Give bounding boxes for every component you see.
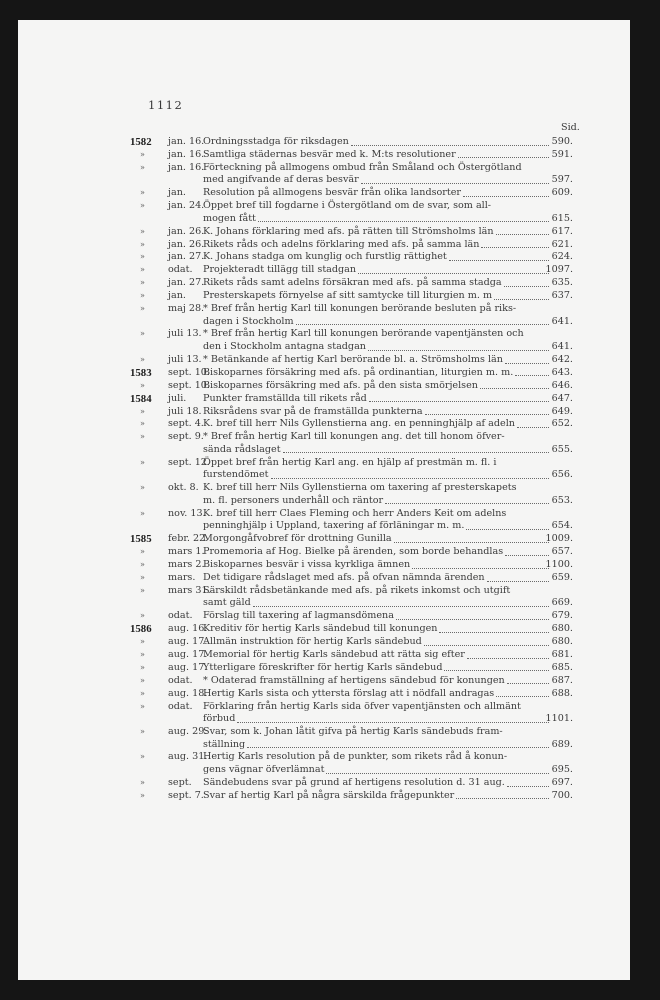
entry-title: penninghjälp i Uppland, taxering af förläningar m. m.	[203, 520, 465, 532]
entry-title: Biskoparnes försäkring med afs. på den sista smörjelsen	[203, 379, 478, 391]
toc-entry	[18, 406, 630, 419]
entry-date: mars 1.	[168, 546, 205, 558]
entry-date: jan. 16.	[168, 136, 205, 147]
entry-title: * Bref från hertig Karl till konungen ang. det till honom öfver-	[203, 431, 505, 443]
dot-leader	[425, 413, 549, 415]
entry-title: Samtliga städernas besvär med k. M:ts resolutioner	[203, 148, 456, 160]
toc-entry	[18, 149, 630, 162]
entry-title: Sändebudens svar på grund af hertigens resolution d. 31 aug.	[203, 776, 505, 788]
entry-title: * Bref från hertig Karl till konungen berörande vapentjänsten och	[203, 328, 524, 340]
dot-leader	[258, 220, 549, 222]
entry-page: 680.	[551, 623, 573, 635]
ditto-mark: »	[140, 585, 145, 595]
ditto-mark: »	[140, 752, 145, 762]
entry-title: Öppet bref till fogdarne i Östergötland om de svar, som all-	[203, 200, 492, 212]
entry-title: m. fl. personers underhåll och räntor	[203, 494, 384, 506]
entry-date: aug. 17.	[168, 648, 208, 660]
entry-page: 657.	[551, 546, 573, 558]
toc-entry	[18, 277, 630, 290]
dot-leader	[237, 721, 549, 723]
entry-title: furstendömet	[203, 469, 269, 481]
entry-title: Memorial för hertig Karls sändebud att rätta sig efter	[203, 648, 465, 660]
entry-title: Promemoria af Hog. Bielke på ärenden, som borde behandlas	[203, 546, 504, 558]
entry-title: dagen i Stockholm	[203, 315, 294, 327]
entry-page: 680.	[551, 636, 573, 648]
toc-entry	[18, 162, 630, 187]
entry-title: sända rådslaget	[203, 443, 281, 455]
dot-leader	[361, 182, 549, 184]
toc-entry	[18, 290, 630, 303]
dot-leader	[487, 580, 549, 582]
entry-title: Svar af hertig Karl på några särskilda frågepunkter	[203, 789, 455, 801]
dot-leader	[496, 695, 549, 697]
entry-date: sept. 4.	[168, 418, 204, 430]
entry-page: 643.	[551, 366, 573, 378]
entry-date: mars 2.	[168, 559, 205, 571]
dot-leader	[507, 785, 549, 787]
dot-leader	[394, 541, 549, 543]
ditto-mark: »	[140, 649, 145, 659]
dot-leader	[283, 451, 549, 453]
entry-date: odat.	[168, 700, 193, 712]
ditto-mark: »	[140, 688, 145, 698]
entry-date: sept. 10.	[168, 366, 210, 378]
toc-entry	[18, 751, 630, 776]
toc-entry	[18, 572, 630, 585]
toc-entry	[18, 393, 630, 406]
ditto-mark: »	[140, 662, 145, 672]
ditto-mark: »	[140, 572, 145, 582]
entry-title: Kreditiv för hertig Karls sändebud till konungen	[203, 623, 438, 635]
dot-leader	[326, 772, 549, 774]
toc-entry	[18, 239, 630, 252]
entry-page: 649.	[551, 405, 573, 417]
ditto-mark: »	[140, 380, 145, 390]
entry-title: Riksrådens svar på de framställda punkterna	[203, 405, 423, 417]
ditto-mark: »	[140, 483, 145, 493]
dot-leader	[456, 797, 549, 799]
entry-date: jan.	[168, 290, 186, 302]
toc-entry	[18, 790, 630, 803]
ditto-mark: »	[140, 675, 145, 685]
toc-entry	[18, 623, 630, 636]
entry-page: 642.	[551, 353, 573, 365]
entry-date: jan. 16.	[168, 148, 205, 160]
dot-leader	[494, 298, 549, 300]
entry-page: 669.	[551, 597, 573, 609]
entry-page: 637.	[551, 290, 573, 302]
entry-date: juli 13.	[168, 328, 202, 340]
dot-leader	[463, 195, 549, 197]
entry-title: Ordningsstadga för riksdagen	[203, 136, 349, 147]
ditto-mark: »	[140, 201, 145, 211]
entry-page: 695.	[551, 764, 573, 776]
ditto-mark: »	[140, 252, 145, 262]
ditto-mark: »	[140, 560, 145, 570]
entry-date: aug. 17.	[168, 636, 208, 648]
entry-date: sept. 12.	[168, 456, 210, 468]
dot-leader	[458, 156, 549, 158]
entry-date: jan. 27.	[168, 251, 205, 263]
toc-entry	[18, 688, 630, 701]
entry-page: 689.	[551, 738, 573, 750]
toc-entry	[18, 136, 630, 149]
entry-title: Morgongåfvobref för drottning Gunilla	[203, 533, 392, 545]
ditto-mark: »	[140, 777, 145, 787]
dot-leader	[368, 349, 549, 351]
ditto-mark: »	[140, 432, 145, 442]
entry-title: K. bref till herr Claes Fleming och herr Anders Keit om adelns	[203, 507, 507, 519]
entry-page: 679.	[551, 610, 573, 622]
toc-entry	[18, 187, 630, 200]
toc-entry	[18, 328, 630, 353]
entry-date: mars.	[168, 571, 196, 583]
entry-title: Biskoparnes försäkring med afs. på ordinantian, liturgien m. m.	[203, 366, 514, 378]
entry-page: 591.	[551, 148, 573, 160]
entry-date: nov. 13.	[168, 507, 206, 519]
dot-leader	[439, 631, 549, 633]
entry-date: aug. 17.	[168, 661, 208, 673]
toc-entry	[18, 726, 630, 751]
entry-date: jan.	[168, 187, 186, 199]
ditto-mark: »	[140, 278, 145, 288]
dot-leader	[396, 618, 549, 620]
entry-title: Det tidigare rådslaget med afs. på ofvan nämnda ärenden	[203, 571, 485, 583]
dot-leader	[412, 567, 549, 569]
entry-date: odat.	[168, 264, 193, 276]
dot-leader	[449, 259, 549, 261]
entry-title: Hertig Karls sista och yttersta förslag att i nödfall andragas	[203, 687, 495, 699]
entry-title: mogen fått	[203, 212, 256, 224]
entry-page: 615.	[551, 212, 573, 224]
entry-page: 700.	[551, 789, 573, 801]
entry-page: 1097.	[545, 264, 573, 276]
entry-page: 1101.	[545, 713, 573, 725]
entry-page: 609.	[551, 187, 573, 199]
entry-date: aug. 31.	[168, 751, 208, 763]
entry-page: 641.	[551, 315, 573, 327]
entry-page: 617.	[551, 225, 573, 237]
entry-title: förbud	[203, 713, 236, 725]
entry-title: Förteckning på allmogens ombud från Småland och Östergötland	[203, 161, 522, 173]
ditto-mark: »	[140, 162, 145, 172]
entry-page: 624.	[551, 251, 573, 263]
entry-date: jan. 24.	[168, 200, 205, 212]
dot-leader	[444, 669, 549, 671]
toc-entry	[18, 533, 630, 546]
ditto-mark: »	[140, 637, 145, 647]
entry-title: Särskildt rådsbetänkande med afs. på rikets inkomst och utgift	[203, 584, 511, 596]
entry-title: Projekteradt tillägg till stadgan	[203, 264, 357, 276]
entry-year: 1583	[130, 366, 152, 379]
entry-page: 652.	[551, 418, 573, 430]
ditto-mark: »	[140, 226, 145, 236]
toc-entry	[18, 264, 630, 277]
entry-page: 681.	[551, 648, 573, 660]
entry-page: 635.	[551, 277, 573, 289]
toc-entry	[18, 380, 630, 393]
entry-title: K. bref till herr Nils Gyllenstierna ang. en penninghjälp af adeln	[203, 418, 515, 430]
toc-entry	[18, 251, 630, 264]
dot-leader	[253, 605, 549, 607]
ditto-mark: »	[140, 239, 145, 249]
entry-date: jan. 26.	[168, 238, 205, 250]
entry-title: K. Johans förklaring med afs. på rätten till Strömsholms län	[203, 225, 494, 237]
entry-page: 654.	[551, 520, 573, 532]
entry-date: odat.	[168, 610, 193, 622]
dot-leader	[505, 362, 549, 364]
entry-date: maj 28.	[168, 302, 205, 314]
entry-title: Punkter framställda till rikets råd	[203, 392, 367, 404]
entry-title: Allmän instruktion för hertig Karls sändebud	[203, 636, 422, 648]
ditto-mark: »	[140, 508, 145, 518]
entry-page: 687.	[551, 674, 573, 686]
entry-date: juli 18.	[168, 405, 202, 417]
entry-title: Presterskapets förnyelse af sitt samtycke till liturgien m. m	[203, 290, 493, 302]
dot-leader	[504, 285, 549, 287]
ditto-mark: »	[140, 354, 145, 364]
toc-entry	[18, 559, 630, 572]
ditto-mark: »	[140, 611, 145, 621]
dot-leader	[515, 374, 549, 376]
toc-entry	[18, 662, 630, 675]
entry-page: 685.	[551, 661, 573, 673]
ditto-mark: »	[140, 303, 145, 313]
entry-date: jan. 27.	[168, 277, 205, 289]
entry-date: sept. 7.	[168, 789, 204, 801]
entry-page: 647.	[551, 392, 573, 404]
ditto-mark: »	[140, 188, 145, 198]
entry-year: 1584	[130, 392, 152, 405]
ditto-mark: »	[140, 406, 145, 416]
entry-title: * Odaterad framställning af hertigens sändebud för konungen	[203, 674, 505, 686]
dot-leader	[507, 682, 549, 684]
entry-date: juli 13.	[168, 353, 202, 365]
entry-title: K. bref till herr Nils Gyllenstierna om taxering af presterskapets	[203, 482, 517, 494]
toc-entry	[18, 675, 630, 688]
toc-entry	[18, 585, 630, 610]
ditto-mark: »	[140, 701, 145, 711]
dot-leader	[296, 323, 549, 325]
ditto-mark: »	[140, 419, 145, 429]
dot-leader	[369, 400, 549, 402]
dot-leader	[496, 233, 549, 235]
dot-leader	[424, 644, 549, 646]
dot-leader	[480, 387, 549, 389]
toc-entry	[18, 610, 630, 623]
page-number: 1112	[148, 98, 184, 112]
entry-page: 688.	[551, 687, 573, 699]
dot-leader	[466, 528, 549, 530]
entry-title: K. Johans stadga om kunglig och furstlig rättighet	[203, 251, 447, 263]
entry-title: Förslag till taxering af lagmansdömena	[203, 610, 394, 622]
entry-date: jan. 26.	[168, 225, 205, 237]
dot-leader	[247, 746, 549, 748]
entry-page: 646.	[551, 379, 573, 391]
entry-title: Hertig Karls resolution på de punkter, som rikets råd å konun-	[203, 751, 508, 763]
entry-page: 1009.	[545, 533, 573, 545]
toc-entry	[18, 303, 630, 328]
entry-date: sept.	[168, 776, 192, 788]
toc-entry	[18, 701, 630, 726]
toc-entry	[18, 418, 630, 431]
entry-title: den i Stockholm antagna stadgan	[203, 341, 366, 353]
toc-entry	[18, 508, 630, 533]
entry-title: med angifvande af deras besvär	[203, 174, 359, 186]
dot-leader	[358, 272, 549, 274]
entry-date: okt. 8.	[168, 482, 199, 494]
entry-page: 697.	[551, 776, 573, 788]
toc-entry	[18, 354, 630, 367]
entry-title: gens vägnar öfverlämnat	[203, 764, 325, 776]
entry-page: 656.	[551, 469, 573, 481]
dot-leader	[385, 502, 549, 504]
ditto-mark: »	[140, 790, 145, 800]
entry-date: sept. 10.	[168, 379, 210, 391]
dot-leader	[351, 144, 549, 146]
entry-title: Biskoparnes besvär i vissa kyrkliga ämnen	[203, 559, 411, 571]
entry-date: mars 31.	[168, 584, 211, 596]
ditto-mark: »	[140, 727, 145, 736]
entry-title: Ytterligare föreskrifter för hertig Karls sändebud	[203, 661, 443, 673]
ditto-mark: »	[140, 149, 145, 159]
toc-entry	[18, 457, 630, 482]
toc-entry	[18, 482, 630, 507]
table-of-contents	[18, 136, 630, 803]
entry-title: Rikets råds och adelns förklaring med afs. på samma län	[203, 238, 480, 250]
entry-date: aug. 18.	[168, 687, 208, 699]
entry-page: 653.	[551, 494, 573, 506]
toc-entry	[18, 226, 630, 239]
entry-title: Resolution på allmogens besvär från olika landsorter	[203, 187, 461, 199]
entry-title: ställning	[203, 738, 246, 750]
entry-title: * Bref från hertig Karl till konungen berörande besluten på riks-	[203, 302, 517, 314]
entry-page: 1100.	[545, 559, 573, 571]
ditto-mark: »	[140, 457, 145, 467]
toc-entry	[18, 636, 630, 649]
entry-date: aug. 29.	[168, 726, 208, 737]
entry-page: 641.	[551, 341, 573, 353]
entry-date: juli.	[168, 392, 187, 404]
document-page	[18, 20, 630, 980]
page-column-header: Sid.	[561, 122, 580, 133]
entry-title: Öppet bref från hertig Karl ang. en hjälp af prestmän m. fl. i	[203, 456, 497, 468]
toc-entry	[18, 777, 630, 790]
entry-date: aug. 16.	[168, 623, 208, 635]
dot-leader	[271, 477, 550, 479]
dot-leader	[467, 657, 549, 659]
dot-leader	[481, 246, 549, 248]
ditto-mark: »	[140, 547, 145, 557]
entry-year: 1586	[130, 623, 152, 636]
entry-page: 597.	[551, 174, 573, 186]
entry-title: Svar, som k. Johan låtit gifva på hertig Karls sändebuds fram-	[203, 726, 503, 737]
entry-title: samt gäld	[203, 597, 251, 609]
entry-title: * Betänkande af hertig Karl berörande bl. a. Strömsholms län	[203, 353, 503, 365]
toc-entry	[18, 200, 630, 225]
ditto-mark: »	[140, 265, 145, 275]
entry-page: 621.	[551, 238, 573, 250]
entry-date: jan. 16.	[168, 161, 205, 173]
entry-date: odat.	[168, 674, 193, 686]
entry-page: 655.	[551, 443, 573, 455]
dot-leader	[517, 426, 549, 428]
entry-page: 590.	[551, 136, 573, 147]
toc-entry	[18, 431, 630, 456]
ditto-mark: »	[140, 291, 145, 301]
ditto-mark: »	[140, 329, 145, 339]
entry-year: 1585	[130, 533, 152, 546]
entry-title: Rikets råds samt adelns försäkran med afs. på samma stadga	[203, 277, 502, 289]
entry-date: febr. 22.	[168, 533, 209, 545]
dot-leader	[505, 554, 549, 556]
entry-page: 659.	[551, 571, 573, 583]
entry-year: 1582	[130, 136, 152, 148]
toc-entry	[18, 367, 630, 380]
toc-entry	[18, 649, 630, 662]
toc-entry	[18, 546, 630, 559]
entry-date: sept. 9.	[168, 431, 204, 443]
entry-title: Förklaring från hertig Karls sida öfver vapentjänsten och allmänt	[203, 700, 521, 712]
